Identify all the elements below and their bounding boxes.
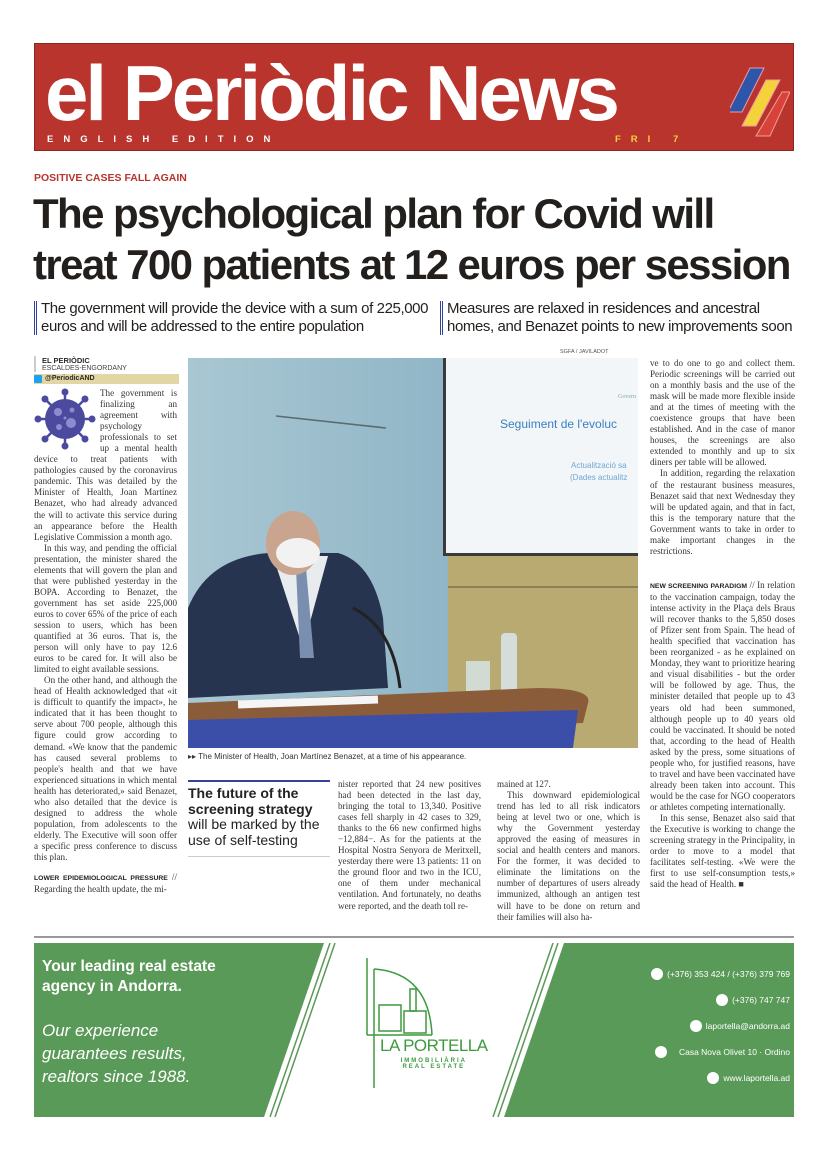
contact-email[interactable]: laportella@andorra.ad bbox=[651, 1019, 790, 1032]
ad-brand[interactable] bbox=[380, 1036, 488, 1070]
paragraph: The government is finalizing an agreement with psychology professionals to set up a mental health device to treat patients with pathologies caused by the coronavirus pandemic. This was detailed by the Minister of Health, Joan Martínez Benazet, who had already advanced the will to activate this service during an appearance before the Health Legislative Commission a month ago. bbox=[34, 388, 177, 542]
coronavirus-icon bbox=[34, 388, 96, 450]
minister-photo-illustration bbox=[188, 358, 638, 748]
article-headline: The psychological plan for Covid will treat 700 patients at 12 euros per session bbox=[33, 190, 790, 288]
location-pin-icon bbox=[655, 1046, 667, 1058]
photo-caption: ▸▸ The Minister of Health, Joan Martínez Benazet, at a time of his appearance. bbox=[188, 752, 467, 761]
issue-date: FRI 7 bbox=[615, 134, 689, 145]
paragraph: nister reported that 24 new positives had been detected in the last day, bringing the total to 13,340. Positive cases fell sharply in 42 cases to 329, thanks to the 66 new confirmed highs −12,884−. As for the patients at the Hospital Nostra Senyora de Meritxell, yesterday there were 13 patients: 11 on the ground floor and two in the ICU, one of them under mechanical ventilation. And fortunately, no deaths were reported, and the death toll re- bbox=[338, 779, 481, 911]
paragraph: In this sense, Benazet also said that the Executive is working to change the screening strategy in the Principality, in order to move to a model that facilitates self-testing. «We were the first to use self-consumption tests,» said the head of Health. ■ bbox=[650, 812, 795, 890]
brand-subtitle-2: REAL ESTATE bbox=[402, 1064, 466, 1070]
section-divider bbox=[34, 936, 794, 938]
article-column-1 bbox=[34, 388, 177, 895]
paragraph-with-subhead: NEW SCREENING PARADIGM // In relation to the vaccination campaign, today the intense activity in the Plaça dels Braus will recover thanks to the 5,850 doses of Pfizer sent from Spain. The head of health specified that vaccination has been reorganized - as he explained on Monday, they want to prioritize hearing and visual disabilities - but the order will be followed by age. Thus, the minister detailed that people up to 43 years old had been summoned, although people up to 40 years old could be vaccinated. It should be noted that, according to the head of Health asked by the press, some situations of people who, for justified reasons, have to travel and have been vaccinated have already been taken into account. This would be the case for NGO cooperators or athletes competing internationally. bbox=[650, 580, 795, 812]
ad-tagline-secondary: Our experience guarantees results, realtors since 1988. bbox=[42, 1021, 191, 1086]
pull-quote-bold: The future of the screening strategy bbox=[188, 785, 313, 817]
screen-title: Seguiment de l'evoluc bbox=[500, 417, 618, 431]
subhead-lower-epidemiological-pressure: LOWER EPIDEMIOLOGICAL PRESSURE bbox=[34, 875, 168, 883]
twitter-handle[interactable]: @PeriodicAND bbox=[45, 375, 95, 382]
screen-subtitle-2: (Dades actualitz bbox=[570, 473, 628, 482]
byline bbox=[34, 356, 179, 384]
paragraph: On the other hand, and although the head of Health acknowledged that «it is difficult to quantify the impact», he indicated that it has been thought to serve about 700 people, although this figure could grow according to demand. «We know that the pandemic has caused several problems to people's health and that we have experienced situations in which mental health has deteriorated,» said Benazet, who also detailed that the device is designed to address the whole population, from adolescents to the elderly. The Executive will soon offer a specific press conference to discuss this plan. bbox=[34, 675, 177, 862]
subhead-new-screening-paradigm: NEW SCREENING PARADIGM bbox=[650, 583, 748, 590]
paragraph: This downward epidemiological trend has led to all risk indicators being at level two or one, which is why the Government yesterday approved the easing of measures in social and health centers and manors. For the former, it was decided to eliminate the limitations on the number of departures of users already immunized, although an antigen test will have to be done on return and their families will also ha- bbox=[497, 790, 640, 922]
article-column-2 bbox=[338, 779, 481, 912]
paragraph: mained at 127. bbox=[497, 779, 551, 789]
paragraph: ve to do one to go and collect them. Periodic screenings will be carried out on a monthly basis and the use of the mask will be made more flexible inside and at the times of meeting with the coexistence groups that have been established. And in the case of manor houses, the screenings are also extended to monthly and up to six diners per table will be allowed. bbox=[650, 358, 795, 468]
whatsapp-icon bbox=[651, 968, 663, 980]
email-icon bbox=[690, 1020, 702, 1032]
newspaper-logo[interactable]: el Periòdic News bbox=[45, 49, 617, 137]
contact-address[interactable]: Casa Nova Olivet 10 · Ordino bbox=[651, 1045, 790, 1058]
ad-tagline-primary: Your leading real estate agency in Andorra. bbox=[42, 958, 216, 995]
brand-subtitle-1: IMMOBILIÀRIA bbox=[400, 1058, 467, 1064]
contact-whatsapp[interactable]: (+376) 353 424 / (+376) 379 769 bbox=[651, 967, 790, 980]
byline-source: EL PERIÒDIC bbox=[34, 356, 179, 365]
byline-location: ESCALDES-ENGORDANY bbox=[34, 365, 179, 372]
pull-quote-rest: will be marked by the use of self-testing bbox=[188, 816, 320, 848]
article-column-4 bbox=[650, 358, 795, 557]
globe-icon bbox=[707, 1072, 719, 1084]
article-column-4-continued bbox=[650, 580, 795, 890]
phone-icon bbox=[716, 994, 728, 1006]
paragraph: In this way, and pending the official presentation, the minister shared the elements that will govern the plan and that were published yesterday in the BOPA. According to Benazet, the government has set aside 225,000 euros to cover 65% of the price of each session to users, which has been quantified at 36 euros. That is, the person will only have to pay 12.6 euros to be cared for. It will also be limited to eight available sessions. bbox=[34, 542, 177, 675]
article-kicker: POSITIVE CASES FALL AGAIN bbox=[34, 172, 187, 184]
caption-arrows-icon: ▸▸ bbox=[188, 752, 199, 761]
article-deck-right: Measures are relaxed in residences and ancestral homes, and Benazet points to new improvements soon bbox=[440, 300, 807, 336]
edition-label: ENGLISH EDITION bbox=[47, 134, 281, 145]
ad-contacts bbox=[651, 967, 790, 1097]
screen-subtitle-1: Actualització sa bbox=[571, 461, 627, 470]
twitter-icon bbox=[34, 375, 42, 383]
masthead bbox=[34, 43, 794, 151]
screen-brand: Govern bbox=[618, 394, 636, 400]
article-column-3 bbox=[497, 779, 640, 923]
paragraph: In addition, regarding the relaxation of the restaurant business measures, Benazet said that next Wednesday they will be updated again, and that in fact, this is the temporary nature that the Government wants to take in order to make important changes in the restrictions. bbox=[650, 468, 795, 556]
contact-website[interactable]: www.laportella.ad bbox=[651, 1071, 790, 1084]
contact-phone[interactable]: (+376) 747 747 bbox=[651, 993, 790, 1006]
article-photo[interactable] bbox=[188, 358, 638, 748]
ad-taglines bbox=[42, 957, 252, 1088]
real-estate-advertisement[interactable] bbox=[34, 943, 794, 1117]
pull-quote bbox=[188, 780, 330, 857]
article-deck-left: The government will provide the device with a sum of 225,000 euros and will be addressed to the entire population bbox=[34, 300, 431, 336]
paragraph-with-subhead: LOWER EPIDEMIOLOGICAL PRESSURE // Regarding the health update, the mi- bbox=[34, 872, 177, 895]
andorra-flag-stripes-icon bbox=[730, 66, 790, 138]
twitter-handle-bar[interactable] bbox=[34, 374, 179, 384]
brand-name: LA PORTELLA bbox=[380, 1036, 488, 1055]
photo-credit: SGFA / JAVILADOT bbox=[560, 349, 609, 355]
